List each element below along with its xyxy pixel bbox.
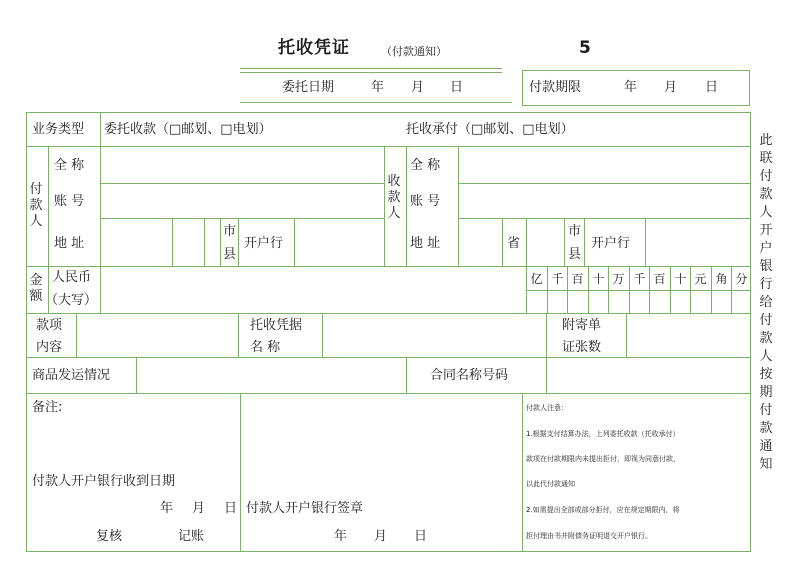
amount-digit-header: 分 <box>735 272 748 286</box>
line-v-addr-3 <box>220 218 221 266</box>
entrust-date-label: 委托日期 <box>282 80 335 95</box>
line-v-addr-7 <box>526 218 527 266</box>
received-day: 日 <box>224 501 238 516</box>
business-type-label: 业务类型 <box>32 122 85 137</box>
payer-notice-title: 付款人注意： <box>526 404 568 412</box>
payer-fullname-label: 全 称 <box>54 158 85 173</box>
line-h4 <box>26 357 751 358</box>
line-v-addr-6 <box>502 218 503 266</box>
payee-fullname-field[interactable] <box>462 150 746 180</box>
payee-province-label: 省 <box>507 236 521 251</box>
line-v-payee-label <box>406 146 407 266</box>
date-underline <box>240 102 512 103</box>
line-v-payer-label <box>48 146 49 313</box>
payee-account-field[interactable] <box>462 186 746 216</box>
doc-name-label-1: 托收凭据 <box>250 318 303 333</box>
payee-fullname-label: 全 称 <box>410 158 441 173</box>
deadline-day: 日 <box>705 80 719 95</box>
amount-label-text: 金额 <box>29 273 43 304</box>
line-v-addr-5 <box>294 218 295 266</box>
payee-account-label: 账 号 <box>410 194 441 209</box>
attach-count-label-2: 证张数 <box>562 340 602 355</box>
attach-count-label-1: 附寄单 <box>562 318 602 333</box>
deadline-label: 付款期限 <box>529 80 582 95</box>
amount-digit-header: 千 <box>633 272 646 286</box>
line-v-items-5 <box>626 313 627 357</box>
payer-address-label: 地 址 <box>54 236 85 251</box>
line-h3 <box>26 313 751 314</box>
title-underline <box>240 68 502 69</box>
line-v-items-1 <box>76 313 77 357</box>
payer-notice-line-2: 款项在付款期限内未提出拒付，即视为同意付款， <box>526 455 680 463</box>
content-label-1: 款项 <box>36 318 63 333</box>
content-field[interactable] <box>80 316 234 354</box>
side-note: 此联付款人开户银行给付款人按期付款通知 <box>759 133 773 472</box>
line-h5 <box>26 393 751 394</box>
amount-digits-field[interactable] <box>528 292 750 312</box>
amount-digit-header: 百 <box>571 272 584 286</box>
line-v-bottom-2 <box>522 393 523 552</box>
amount-digit-header: 十 <box>674 272 687 286</box>
amount-digit-header: 万 <box>612 272 625 286</box>
amount-digit-header: 角 <box>715 272 728 286</box>
amount-digit-header: 百 <box>653 272 666 286</box>
stamp-year: 年 <box>334 529 348 544</box>
payer-notice-line-5: 拒付理由书并附债务证明退交开户银行。 <box>526 532 652 540</box>
line-h2 <box>26 266 751 267</box>
entrust-collection-option[interactable]: 委托收款（□邮划、□电划） <box>104 122 272 137</box>
line-v-addr-10 <box>645 218 646 266</box>
contract-label: 合同名称号码 <box>430 368 509 383</box>
received-year: 年 <box>160 501 174 516</box>
payee-bank-label: 开户行 <box>591 236 631 251</box>
stamp-month: 月 <box>374 529 388 544</box>
line-v-addr-4 <box>238 218 239 266</box>
entrust-month: 月 <box>411 80 425 95</box>
payee-label-text: 收款人 <box>387 174 401 221</box>
amount-digit-header: 千 <box>551 272 564 286</box>
payer-notice-line-1: 1.根据支付结算办法，上列委托收款（托收承付） <box>526 430 680 438</box>
entrust-year: 年 <box>371 80 385 95</box>
amount-digit-header: 元 <box>694 272 707 286</box>
doc-name-label-2: 名 称 <box>250 340 281 355</box>
doc-name-field[interactable] <box>326 316 542 354</box>
line-h-payer-1 <box>100 183 384 184</box>
deadline-month: 月 <box>664 80 678 95</box>
payee-label <box>387 174 403 222</box>
line-v-addr-9 <box>584 218 585 266</box>
line-h-digits <box>526 290 751 291</box>
form-title: 托收凭证 <box>278 38 350 58</box>
line-v-addr-2 <box>204 218 205 266</box>
line-v-items-2 <box>238 313 239 357</box>
payer-bank-label: 开户行 <box>244 236 284 251</box>
amount-digit-header: 亿 <box>530 272 543 286</box>
bank-stamp-label: 付款人开户银行签章 <box>246 501 364 516</box>
payer-account-label: 账 号 <box>54 194 85 209</box>
amount-uppercase-field[interactable] <box>104 270 522 310</box>
shipping-field[interactable] <box>140 360 402 390</box>
line-v-bottom-1 <box>240 393 241 552</box>
line-v-addr-8 <box>564 218 565 266</box>
payer-county-label: 县 <box>223 247 237 262</box>
payee-city-label: 市 <box>568 224 582 239</box>
line-v-goods-2 <box>406 357 407 393</box>
review-label: 复核 <box>96 529 123 544</box>
payer-city-label: 市 <box>223 224 237 239</box>
deadline-year: 年 <box>624 80 638 95</box>
title-underline-2 <box>240 72 502 73</box>
shipping-label: 商品发运情况 <box>32 368 111 383</box>
acceptance-option[interactable]: 托收承付（□邮划、□电划） <box>406 122 574 137</box>
line-v-goods-3 <box>546 357 547 393</box>
record-label: 记账 <box>178 529 205 544</box>
line-h-payee-1 <box>458 183 751 184</box>
form-subtitle: （付款通知） <box>381 45 447 58</box>
stamp-day: 日 <box>414 529 428 544</box>
attach-count-field[interactable] <box>630 316 746 354</box>
received-month: 月 <box>192 501 206 516</box>
payer-notice-line-3: 以此代付款通知 <box>526 480 575 488</box>
line-v-mid <box>384 146 385 266</box>
line-v-goods-1 <box>136 357 137 393</box>
payer-account-field[interactable] <box>104 186 380 216</box>
payer-label-text: 付款人 <box>29 182 43 229</box>
received-date-label: 付款人开户银行收到日期 <box>32 474 176 489</box>
payer-fullname-field[interactable] <box>104 150 380 180</box>
amount-label <box>29 273 45 305</box>
content-label-2: 内容 <box>36 340 63 355</box>
contract-field[interactable] <box>550 360 746 390</box>
line-v-payee-fields <box>458 146 459 266</box>
line-v-addr-1 <box>172 218 173 266</box>
line-v-items-3 <box>322 313 323 357</box>
uppercase-label: （大写） <box>45 293 98 308</box>
payer-label <box>29 182 45 230</box>
line-h1 <box>26 146 751 147</box>
payer-notice-line-4: 2.如需提出全部或部分拒付，应在规定期限内，将 <box>526 506 680 514</box>
amount-digit-header: 十 <box>592 272 605 286</box>
line-h-payer-2 <box>100 218 384 219</box>
line-v-items-4 <box>546 313 547 357</box>
line-v-type <box>100 112 101 146</box>
payee-address-label: 地 址 <box>410 236 441 251</box>
payee-county-label: 县 <box>568 247 582 262</box>
remarks-label: 备注: <box>32 400 63 415</box>
line-v-payer-fields <box>100 146 101 313</box>
rmb-label: 人民币 <box>52 270 92 285</box>
entrust-day: 日 <box>450 80 464 95</box>
form-number: 5 <box>579 38 592 58</box>
